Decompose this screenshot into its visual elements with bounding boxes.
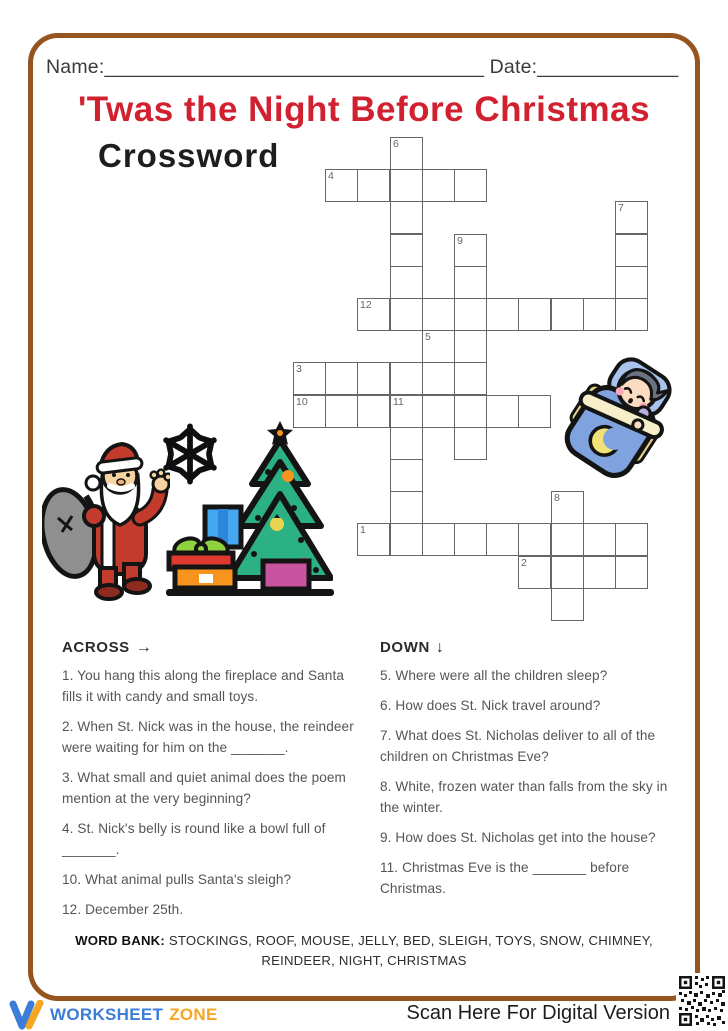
crossword-cell[interactable] (390, 169, 423, 202)
crossword-cell[interactable] (518, 395, 551, 428)
cell-number: 9 (457, 235, 463, 247)
crossword-cell[interactable] (325, 169, 358, 202)
down-clue-11: 11. Christmas Eve is the _______ before Christmas. (380, 860, 630, 896)
crossword-cell[interactable] (390, 491, 423, 524)
across-clue-10: 10. What animal pulls Santa's sleigh? (62, 872, 292, 887)
crossword-cell[interactable] (551, 523, 584, 556)
qr-code (676, 973, 728, 1029)
logo-w-icon (8, 1000, 44, 1030)
presents-illustration (165, 503, 265, 591)
across-clue-4: 4. St. Nick's belly is round like a bowl full of _______. (62, 821, 326, 857)
across-clue-3: 3. What small and quiet animal does the poem mention at the very beginning? (62, 770, 346, 806)
crossword-cell[interactable] (518, 523, 551, 556)
crossword-cell[interactable] (615, 266, 648, 299)
cell-number: 4 (328, 170, 334, 182)
cell-number: 2 (521, 557, 527, 569)
crossword-cell[interactable] (454, 169, 487, 202)
cell-number: 8 (554, 492, 560, 504)
down-arrow-icon: ↓ (435, 639, 445, 656)
crossword-cell[interactable] (551, 588, 584, 621)
logo-text-worksheet: WORKSHEET (50, 1005, 164, 1024)
across-clues (62, 665, 358, 929)
across-header-label: ACROSS (62, 639, 130, 656)
worksheet-subtitle: Crossword (98, 137, 280, 174)
crossword-cell[interactable] (390, 459, 423, 492)
crossword-cell[interactable] (518, 298, 551, 331)
crossword-cell[interactable] (390, 266, 423, 299)
crossword-cell[interactable] (454, 330, 487, 363)
crossword-cell[interactable] (583, 556, 616, 589)
down-clue-6: 6. How does St. Nick travel around? (380, 698, 601, 713)
date-label: Date: (489, 56, 538, 78)
name-blank-line[interactable]: ___________________________________ (104, 56, 485, 78)
right-arrow-icon: → (135, 639, 153, 656)
crossword-cell[interactable] (615, 523, 648, 556)
cell-number: 1 (360, 524, 366, 536)
crossword-cell[interactable] (390, 362, 423, 395)
crossword-cell[interactable] (422, 298, 455, 331)
down-clue-7: 7. What does St. Nicholas deliver to all of the children on Christmas Eve? (380, 728, 656, 764)
across-clue-1: 1. You hang this along the fireplace and Santa fills it with candy and small toys. (62, 668, 344, 704)
crossword-cell[interactable] (422, 362, 455, 395)
santa-illustration (42, 428, 170, 603)
worksheetzone-logo (8, 1000, 218, 1030)
crossword-cell[interactable] (551, 491, 584, 524)
crossword-cell[interactable] (357, 362, 390, 395)
crossword-cell[interactable] (454, 395, 487, 428)
snowflake-icon (158, 418, 222, 490)
crossword-cell[interactable] (390, 298, 423, 331)
crossword-cell[interactable] (615, 556, 648, 589)
crossword-cell[interactable] (390, 137, 423, 170)
crossword-cell[interactable] (486, 395, 519, 428)
crossword-cell[interactable] (454, 266, 487, 299)
crossword-cell[interactable] (422, 395, 455, 428)
crossword-cell[interactable] (583, 523, 616, 556)
down-header (380, 639, 445, 657)
down-clue-9: 9. How does St. Nicholas get into the house? (380, 830, 656, 845)
down-clues (380, 665, 676, 908)
cell-number: 7 (618, 202, 624, 214)
cell-number: 5 (425, 331, 431, 343)
word-bank-words: STOCKINGS, ROOF, MOUSE, JELLY, BED, SLEIGH, TOYS, SNOW, CHIMNEY, REINDEER, NIGHT, CHRISTMAS (168, 933, 653, 968)
crossword-cell[interactable] (325, 362, 358, 395)
name-date-row (46, 56, 679, 79)
cell-number: 6 (393, 138, 399, 150)
crossword-cell[interactable] (390, 523, 423, 556)
presents-baseline (166, 589, 334, 596)
cell-number: 12 (360, 299, 372, 311)
across-clue-12: 12. December 25th. (62, 902, 184, 917)
cell-number: 3 (296, 363, 302, 375)
logo-text-zone: ZONE (169, 1005, 218, 1024)
crossword-cell[interactable] (390, 234, 423, 267)
crossword-cell[interactable] (551, 298, 584, 331)
down-clue-8: 8. White, frozen water than falls from the sky in the winter. (380, 779, 668, 815)
crossword-cell[interactable] (422, 330, 455, 363)
down-header-label: DOWN (380, 639, 430, 656)
crossword-cell[interactable] (390, 395, 423, 428)
crossword-cell[interactable] (422, 169, 455, 202)
cell-number: 11 (393, 396, 404, 408)
crossword-cell[interactable] (454, 298, 487, 331)
word-bank (40, 931, 688, 971)
crossword-cell[interactable] (293, 362, 326, 395)
crossword-cell[interactable] (454, 427, 487, 460)
crossword-cell[interactable] (390, 427, 423, 460)
crossword-cell[interactable] (357, 395, 390, 428)
cell-number: 10 (296, 396, 308, 408)
date-blank-line[interactable]: _____________ (537, 56, 679, 78)
crossword-cell[interactable] (454, 523, 487, 556)
crossword-cell[interactable] (390, 201, 423, 234)
crossword-cell[interactable] (615, 201, 648, 234)
worksheet-title: 'Twas the Night Before Christmas (77, 90, 651, 129)
crossword-cell[interactable] (551, 556, 584, 589)
crossword-cell[interactable] (615, 298, 648, 331)
crossword-cell[interactable] (486, 523, 519, 556)
crossword-cell[interactable] (454, 234, 487, 267)
across-clue-2: 2. When St. Nick was in the house, the reindeer were waiting for him on the _______. (62, 719, 354, 755)
crossword-cell[interactable] (454, 362, 487, 395)
magenta-present-illustration (260, 558, 312, 592)
scan-here-text: Scan Here For Digital Version (406, 1002, 670, 1024)
crossword-cell[interactable] (583, 298, 616, 331)
name-label: Name: (46, 56, 105, 78)
across-header (62, 639, 152, 657)
crossword-cell[interactable] (357, 523, 390, 556)
word-bank-label: WORD BANK: (75, 933, 165, 948)
crossword-cell[interactable] (518, 556, 551, 589)
crossword-cell[interactable] (486, 298, 519, 331)
down-clue-5: 5. Where were all the children sleep? (380, 668, 608, 683)
crossword-cell[interactable] (615, 234, 648, 267)
crossword-cell[interactable] (357, 298, 390, 331)
crossword-cell[interactable] (422, 523, 455, 556)
crossword-cell[interactable] (357, 169, 390, 202)
